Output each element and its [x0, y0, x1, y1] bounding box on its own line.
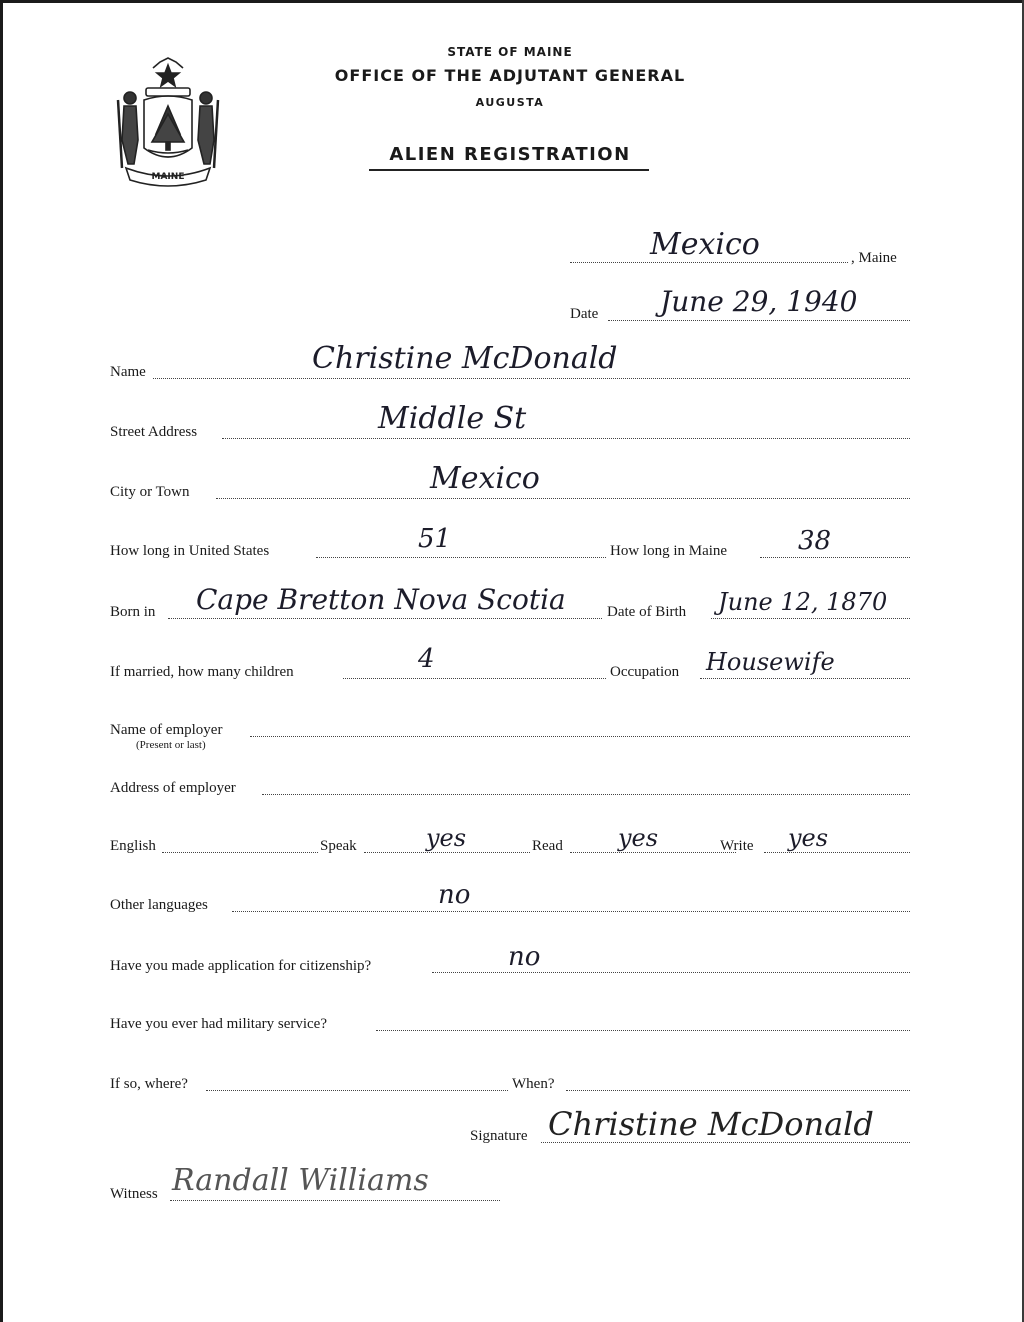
how-long-maine-label: How long in Maine: [610, 543, 728, 559]
street-address-label: Street Address: [110, 424, 198, 440]
how-long-maine-value[interactable]: 38: [798, 526, 832, 556]
header-office: OFFICE OF THE ADJUTANT GENERAL: [334, 66, 686, 85]
header-state: STATE OF MAINE: [447, 45, 573, 59]
occupation-value[interactable]: Housewife: [706, 648, 835, 676]
english-line: [162, 852, 318, 853]
employer-name-label: Name of employer: [110, 722, 223, 738]
how-long-us-value[interactable]: 51: [418, 524, 452, 554]
english-label: English: [110, 838, 156, 854]
where-line: [206, 1090, 508, 1091]
speak-label: Speak: [320, 838, 357, 854]
born-in-value[interactable]: Cape Bretton Nova Scotia: [196, 583, 566, 616]
citizenship-label: Have you made application for citizenship?: [110, 958, 372, 974]
header-city: AUGUSTA: [475, 96, 545, 109]
date-of-birth-line: [711, 618, 910, 619]
speak-value[interactable]: yes: [426, 824, 467, 852]
date-label: Date: [570, 306, 599, 322]
children-value[interactable]: 4: [418, 644, 435, 674]
form-title: ALIEN REGISTRATION: [389, 144, 631, 165]
born-in-line: [168, 618, 602, 619]
employer-note: (Present or last): [136, 739, 206, 751]
how-long-maine-line: [760, 557, 910, 558]
signature-value[interactable]: Christine McDonald: [548, 1105, 874, 1143]
name-line: [153, 378, 910, 379]
city-town-label: City or Town: [110, 484, 190, 500]
date-of-birth-value[interactable]: June 12, 1870: [718, 588, 888, 616]
children-label: If married, how many children: [110, 664, 294, 680]
state-seal-icon: [108, 56, 228, 188]
witness-line: [170, 1200, 500, 1201]
write-value[interactable]: yes: [788, 824, 829, 852]
street-address-line: [222, 438, 910, 439]
speak-line: [364, 852, 530, 853]
witness-value[interactable]: Randall Williams: [172, 1163, 429, 1198]
read-value[interactable]: yes: [618, 824, 659, 852]
employer-address-line: [262, 794, 910, 795]
occupation-line: [700, 678, 910, 679]
seal-banner-text: MAINE: [151, 172, 185, 182]
employer-address-label: Address of employer: [110, 780, 236, 796]
town-line: [570, 262, 848, 263]
children-line: [343, 678, 606, 679]
date-of-birth-label: Date of Birth: [607, 604, 687, 620]
employer-name-line: [250, 736, 910, 737]
city-town-value[interactable]: Mexico: [430, 461, 540, 496]
read-line: [570, 852, 736, 853]
witness-label: Witness: [110, 1186, 158, 1202]
occupation-label: Occupation: [610, 664, 680, 680]
military-label: Have you ever had military service?: [110, 1016, 327, 1032]
town-value[interactable]: Mexico: [650, 227, 760, 262]
other-languages-label: Other languages: [110, 897, 208, 913]
name-label: Name: [110, 364, 146, 380]
citizenship-line: [432, 972, 910, 973]
born-in-label: Born in: [110, 604, 156, 620]
read-label: Read: [532, 838, 563, 854]
street-address-value[interactable]: Middle St: [378, 401, 527, 436]
write-label: Write: [720, 838, 754, 854]
scan-edge-top: [0, 0, 1024, 3]
date-value[interactable]: June 29, 1940: [660, 285, 858, 318]
name-value[interactable]: Christine McDonald: [312, 341, 618, 376]
signature-label: Signature: [470, 1128, 528, 1144]
title-underline: [369, 169, 649, 171]
city-town-line: [216, 498, 910, 499]
other-languages-value[interactable]: no: [438, 880, 471, 910]
where-label: If so, where?: [110, 1076, 188, 1092]
write-line: [764, 852, 910, 853]
scan-edge-left: [0, 0, 3, 1322]
maine-label: , Maine: [851, 250, 897, 266]
how-long-us-line: [316, 557, 606, 558]
when-label: When?: [512, 1076, 555, 1092]
military-line: [376, 1030, 910, 1031]
when-line: [566, 1090, 910, 1091]
other-languages-line: [232, 911, 910, 912]
date-line: [608, 320, 910, 321]
how-long-us-label: How long in United States: [110, 543, 270, 559]
citizenship-value[interactable]: no: [508, 942, 541, 972]
